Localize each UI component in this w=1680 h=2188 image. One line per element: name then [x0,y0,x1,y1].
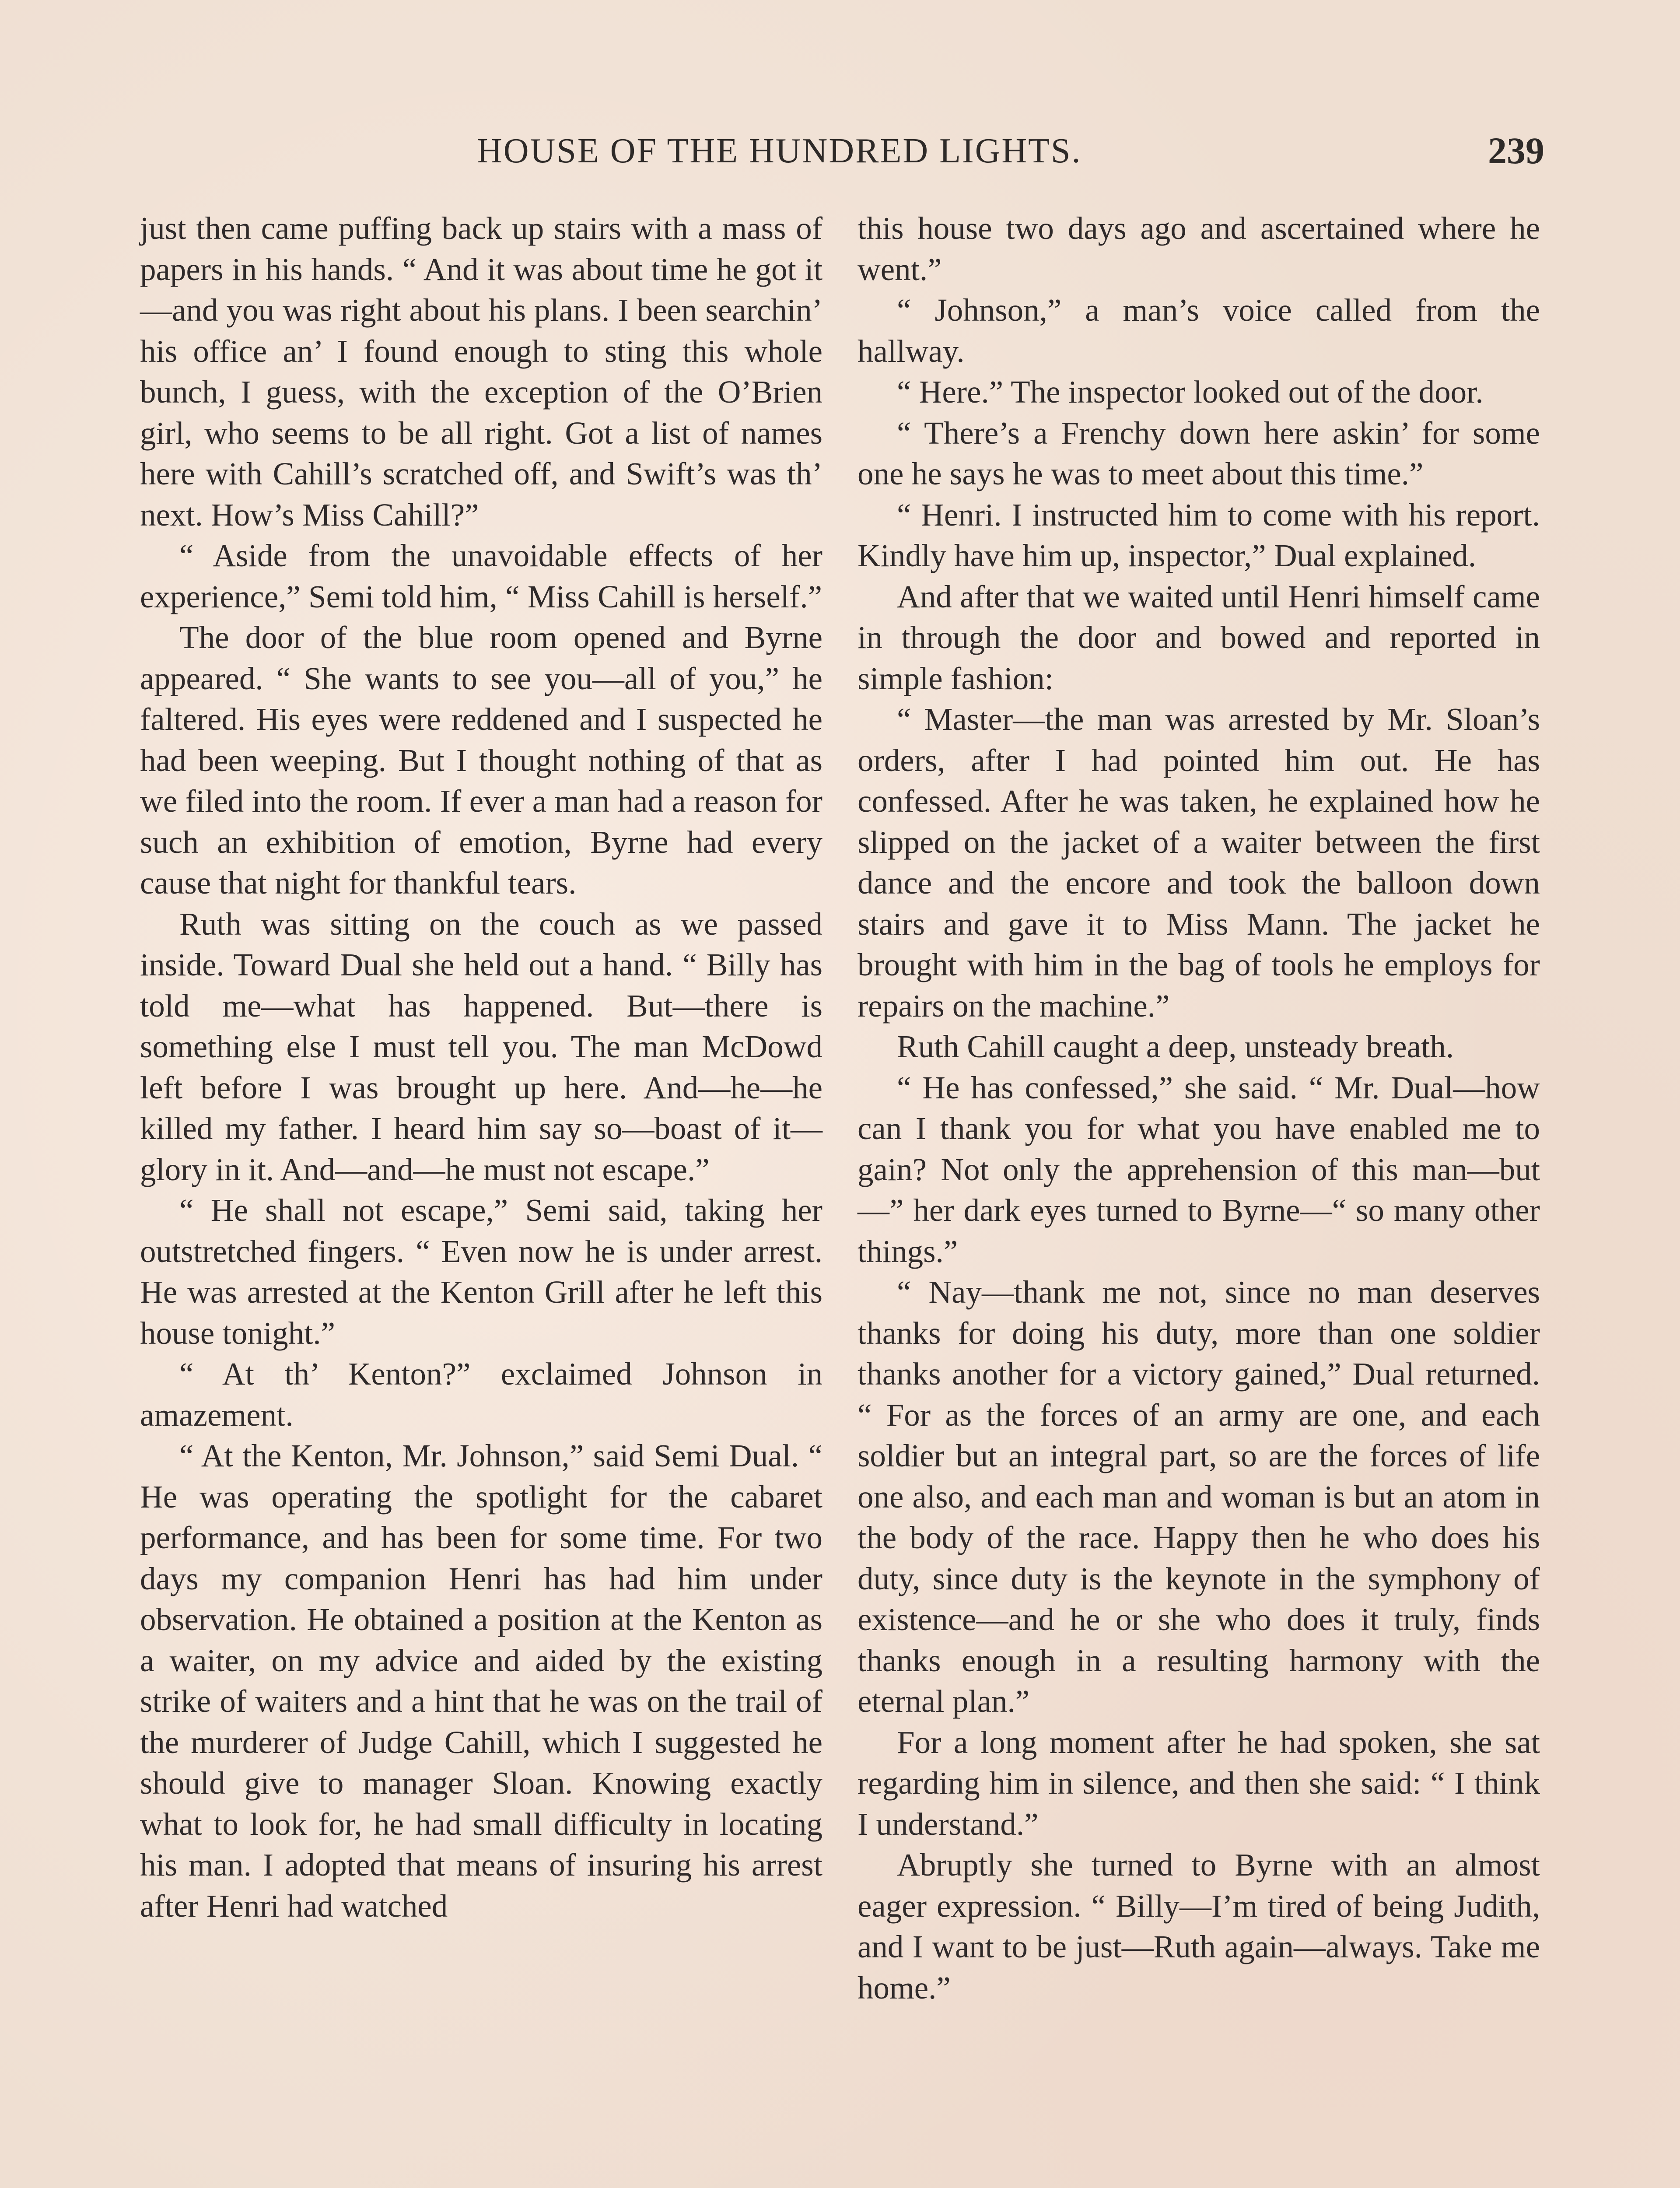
paragraph: “ He has confessed,” she said. “ Mr. Dual—how can I thank you for what you have enabled me to gain? Not only the apprehension of this man—but—” her dark eyes turned to Byrne—“ so many other things.” [858,1069,1540,1269]
paragraph: Ruth was sitting on the couch as we passed inside. Toward Dual she held out a hand. “ Billy has told me—what has happened. But—there is something else I must tell you. The man McDowd left before I was brought up here. And—he—he killed my father. I heard him say so—boast of it—glory in it. And—and—he must not escape.” [140,906,822,1187]
paragraph: this house two days ago and ascertained where he went.” [858,210,1540,287]
paragraph: “ He shall not escape,” Semi said, taking her outstretched fingers. “ Even now he is under arrest. He was arrested at the Kenton Grill after he left this house tonight.” [140,1192,822,1351]
paragraph: “ Here.” The inspector looked out of the door. [897,374,1484,410]
paragraph: “ Master—the man was arrested by Mr. Sloan’s orders, after I had pointed him out. He has confessed. After he was taken, he explained how he slipped on the jacket of a waiter between the first dance and the encore and took the balloon down stairs and gave it to Miss Mann. The jacket he brought with him in the bag of tools he employs for repairs on the machine.” [858,701,1540,1024]
paragraph: “ At th’ Kenton?” exclaimed Johnson in amazement. [140,1356,822,1433]
page-header [144,127,1544,188]
paragraph: “ Nay—thank me not, since no man deserves thanks for doing his duty, more than one soldier thanks another for a victory gained,” Dual returned. “ For as the forces of an army are one, and each soldier but an integral part, so are the forces of life one also, and each man and woman is but an atom in the body of the race. Happy then he who does his duty, since duty is the keynote in the symphony of existence—and he or she who does it truly, finds thanks enough in a resulting harmony with the eternal plan.” [858,1274,1540,1719]
paragraph: “ Johnson,” a man’s voice called from the hallway. [858,292,1540,369]
left-column [140,208,822,1926]
paragraph: Ruth Cahill caught a deep, unsteady breath. [897,1029,1454,1064]
page-number: 239 [1488,130,1544,172]
running-title: HOUSE OF THE HUNDRED LIGHTS. [477,132,1082,170]
right-column [858,208,1540,2008]
paragraph: just then came puffing back up stairs with a mass of papers in his hands. “ And it was about time he got it—and you was right about his plans. I been searchin’ his office an’ I found enough to sting this whole bunch, I guess, with the exception of the O’Brien girl, who seems to be all right. Got a list of names here with Cahill’s scratched off, and Swift’s was th’ next. How’s Miss Cahill?” [140,210,822,533]
paragraph: “ There’s a Frenchy down here askin’ for some one he says he was to meet about this time.” [858,415,1540,491]
paragraph: “ Henri. I instructed him to come with his report. Kindly have him up, inspector,” Dual explained. [858,497,1540,573]
paragraph: Abruptly she turned to Byrne with an almost eager expression. “ Billy—I’m tired of being Judith, and I want to be just—Ruth again—always. Take me home.” [858,1847,1540,2006]
paragraph: “ At the Kenton, Mr. Johnson,” said Semi Dual. “ He was operating the spotlight for the cabaret performance, and has been for some time. For two days my companion Henri has had him under observation. He obtained a position at the Kenton as a waiter, on my advice and aided by the existing strike of waiters and a hint that he was on the trail of the murderer of Judge Cahill, which I suggested he should give to manager Sloan. Knowing exactly what to look for, he had small difficulty in locating his man. I adopted that means of insuring his arrest after Henri had watched [140,1438,822,1924]
paragraph: The door of the blue room opened and Byrne appeared. “ She wants to see you—all of you,” he faltered. His eyes were reddened and I suspected he had been weeping. But I thought nothing of that as we filed into the room. If ever a man had a reason for such an exhibition of emotion, Byrne had every cause that night for thankful tears. [140,620,822,901]
paragraph: And after that we waited until Henri himself came in through the door and bowed and reported in simple fashion: [858,579,1540,696]
paragraph: For a long moment after he had spoken, she sat regarding him in silence, and then she said: “ I think I understand.” [858,1724,1540,1842]
paragraph: “ Aside from the unavoidable effects of her experience,” Semi told him, “ Miss Cahill is herself.” [140,538,822,614]
